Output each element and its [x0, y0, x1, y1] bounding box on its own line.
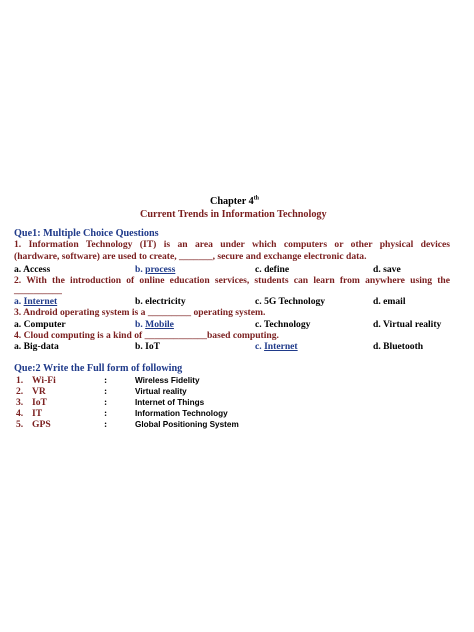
full-form-num: 1.	[16, 375, 24, 386]
question-1-line2: (hardware, software) are used to create, _______, secure and exchange electronic data.	[14, 251, 367, 262]
q2-option-c: c. 5G Technology	[255, 296, 326, 307]
q2-option-b: b. electricity	[135, 296, 186, 307]
question-3-line1: 3. Android operating system is a _________ operating system.	[14, 307, 266, 318]
section1-heading: Que1: Multiple Choice Questions	[14, 228, 159, 239]
q1-option-b: b. process	[135, 264, 176, 275]
q3-option-d: d. Virtual reality	[373, 319, 442, 330]
q2-option-a: a. Internet	[14, 296, 58, 307]
q2-option-d: d. email	[373, 296, 406, 307]
q1-option-a: a. Access	[14, 264, 51, 275]
full-form-text: Wireless Fidelity	[135, 376, 200, 385]
question-1-line1: 1. Information Technology (IT) is an area under which computers or other physical devices	[14, 239, 450, 250]
full-form-sep: :	[104, 386, 108, 397]
full-form-abbr: GPS	[32, 419, 51, 430]
chapter-label: Chapter 4th	[210, 195, 260, 207]
full-form-text: Virtual reality	[135, 387, 187, 396]
q1-option-d: d. save	[373, 264, 401, 275]
full-form-abbr: Wi-Fi	[32, 375, 56, 386]
full-form-abbr: VR	[32, 386, 46, 397]
full-form-num: 5.	[16, 419, 24, 430]
q4-option-b: b. IoT	[135, 341, 161, 352]
q3-option-c: c. Technology	[255, 319, 311, 330]
q4-option-d: d. Bluetooth	[373, 341, 424, 352]
full-form-sep: :	[104, 408, 108, 419]
question-4-line1: 4. Cloud computing is a kind of _____________based computing.	[14, 330, 279, 341]
full-form-text: Global Positioning System	[135, 420, 239, 429]
section2-heading: Que:2 Write the Full form of following	[14, 363, 183, 374]
chapter-title: Current Trends in Information Technology	[140, 209, 327, 220]
full-form-sep: :	[104, 397, 108, 408]
full-form-num: 2.	[16, 386, 24, 397]
full-form-abbr: IT	[32, 408, 43, 419]
q4-option-c: c. Internet	[255, 341, 298, 352]
full-form-num: 4.	[16, 408, 24, 419]
full-form-text: Internet of Things	[135, 398, 205, 407]
full-form-text: Information Technology	[135, 409, 228, 418]
full-form-sep: :	[104, 375, 108, 386]
full-form-num: 3.	[16, 397, 24, 408]
question-2-line1: 2. With the introduction of online education services, students can learn from anywhere using the	[14, 275, 450, 286]
q1-option-c: c. define	[255, 264, 290, 275]
question-2-line2: __________	[14, 285, 62, 296]
q4-option-a: a. Big-data	[14, 341, 59, 352]
q3-option-a: a. Computer	[14, 319, 66, 330]
q3-option-b: b. Mobile	[135, 319, 174, 330]
full-form-sep: :	[104, 419, 108, 430]
full-form-abbr: IoT	[32, 397, 47, 408]
